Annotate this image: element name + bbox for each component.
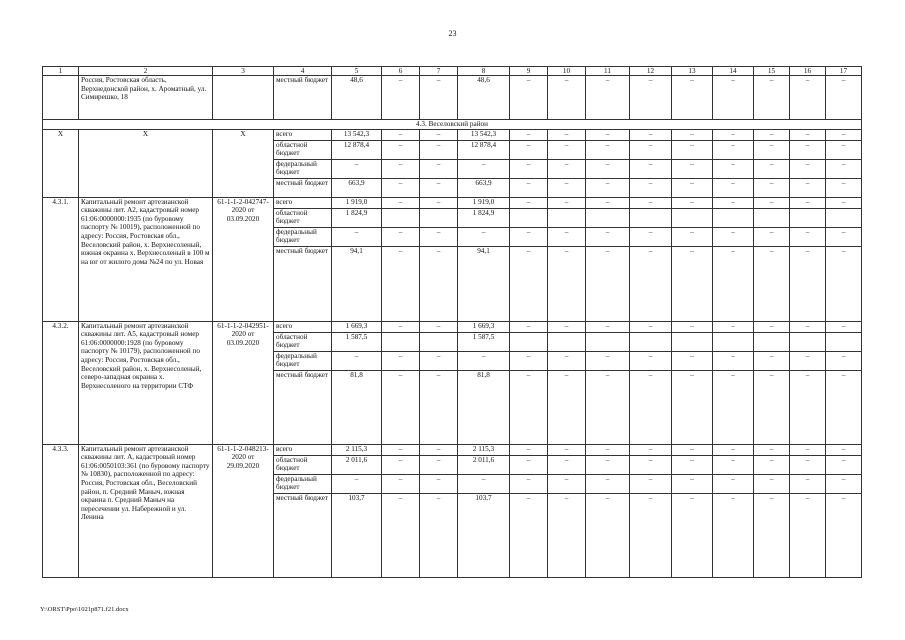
budget-type: всего <box>274 197 332 208</box>
value-cell: – <box>754 455 790 474</box>
table-row <box>43 197 862 208</box>
value-cell: – <box>586 227 630 246</box>
value-cell: – <box>586 246 630 321</box>
value-cell <box>382 332 420 351</box>
object-code: 61-1-1-2-042747-2020 от 03.09.2020 <box>213 197 274 321</box>
value-cell <box>510 332 548 351</box>
value-cell: – <box>826 227 862 246</box>
value-cell: – <box>382 159 420 178</box>
value-cell <box>586 208 630 227</box>
value-cell: – <box>754 351 790 370</box>
value-cell: – <box>510 444 548 455</box>
value-cell: – <box>713 129 754 140</box>
budget-type: всего <box>274 129 332 140</box>
value-cell: – <box>713 493 754 577</box>
value-cell: – <box>382 76 420 120</box>
value-cell: 94,1 <box>332 246 382 321</box>
value-cell: – <box>826 246 862 321</box>
value-cell: – <box>713 227 754 246</box>
value-cell: – <box>713 159 754 178</box>
value-cell: – <box>586 351 630 370</box>
value-cell: – <box>510 178 548 197</box>
value-cell: 13 542,3 <box>458 129 510 140</box>
value-cell: 94,1 <box>458 246 510 321</box>
page-number: 23 <box>448 29 457 38</box>
value-cell: – <box>713 76 754 120</box>
value-cell: – <box>586 321 630 332</box>
value-cell: – <box>790 246 826 321</box>
value-cell: – <box>790 321 826 332</box>
budget-type: федеральный бюджет <box>274 159 332 178</box>
column-number: 17 <box>826 67 862 76</box>
value-cell: – <box>790 351 826 370</box>
object-name: Х <box>79 129 213 197</box>
value-cell: – <box>713 444 754 455</box>
value-cell: – <box>510 321 548 332</box>
value-cell: – <box>790 140 826 159</box>
value-cell: – <box>754 246 790 321</box>
value-cell: – <box>382 246 420 321</box>
value-cell: – <box>510 140 548 159</box>
column-number: 9 <box>510 67 548 76</box>
object-code: 61-1-1-2-042951-2020 от 03.09.2020 <box>213 321 274 444</box>
value-cell <box>586 332 630 351</box>
value-cell: – <box>630 444 672 455</box>
value-cell: – <box>382 493 420 577</box>
value-cell <box>382 208 420 227</box>
value-cell <box>630 332 672 351</box>
value-cell: – <box>586 444 630 455</box>
value-cell: – <box>510 159 548 178</box>
budget-type: областной бюджет <box>274 455 332 474</box>
value-cell: – <box>826 444 862 455</box>
value-cell: 1 824,9 <box>458 208 510 227</box>
header-row <box>43 67 862 76</box>
value-cell: – <box>754 474 790 493</box>
value-cell <box>548 332 586 351</box>
budget-type: местный бюджет <box>274 370 332 444</box>
value-cell: – <box>586 370 630 444</box>
value-cell: – <box>672 129 713 140</box>
value-cell <box>754 208 790 227</box>
value-cell: – <box>630 455 672 474</box>
column-number: 15 <box>754 67 790 76</box>
value-cell: – <box>790 370 826 444</box>
value-cell: – <box>630 321 672 332</box>
value-cell: – <box>420 129 458 140</box>
value-cell: 663,9 <box>332 178 382 197</box>
table-row <box>43 444 862 455</box>
value-cell: 2 115,3 <box>332 444 382 455</box>
value-cell: 48,6 <box>458 76 510 120</box>
object-code: 61-1-1-2-048213-2020 от 29.09.2020 <box>213 444 274 577</box>
column-number: 3 <box>213 67 274 76</box>
value-cell: – <box>382 455 420 474</box>
column-number: 7 <box>420 67 458 76</box>
value-cell: – <box>790 227 826 246</box>
value-cell: 81,8 <box>332 370 382 444</box>
value-cell: – <box>510 227 548 246</box>
value-cell: – <box>630 129 672 140</box>
value-cell: – <box>713 140 754 159</box>
value-cell: – <box>790 474 826 493</box>
value-cell: – <box>790 444 826 455</box>
value-cell: – <box>548 197 586 208</box>
value-cell <box>548 208 586 227</box>
value-cell: – <box>420 370 458 444</box>
value-cell: 12 878,4 <box>332 140 382 159</box>
value-cell: – <box>420 227 458 246</box>
value-cell: – <box>420 178 458 197</box>
column-number: 14 <box>713 67 754 76</box>
budget-type: всего <box>274 444 332 455</box>
value-cell: – <box>713 474 754 493</box>
value-cell: – <box>586 197 630 208</box>
value-cell: – <box>420 474 458 493</box>
value-cell: – <box>458 351 510 370</box>
value-cell: – <box>332 159 382 178</box>
footer-file-path: Y:\ORST\Ppo\1021p871.f21.docx <box>40 606 129 613</box>
value-cell: – <box>586 129 630 140</box>
column-number: 16 <box>790 67 826 76</box>
value-cell: – <box>510 351 548 370</box>
value-cell: – <box>672 227 713 246</box>
value-cell: – <box>548 227 586 246</box>
column-number: 5 <box>332 67 382 76</box>
value-cell: – <box>713 351 754 370</box>
value-cell: – <box>826 351 862 370</box>
column-number: 10 <box>548 67 586 76</box>
value-cell: – <box>548 140 586 159</box>
value-cell: – <box>510 197 548 208</box>
value-cell: – <box>420 351 458 370</box>
value-cell: – <box>420 493 458 577</box>
value-cell: – <box>332 474 382 493</box>
value-cell: – <box>713 246 754 321</box>
budget-type: местный бюджет <box>274 178 332 197</box>
value-cell: – <box>458 227 510 246</box>
value-cell: 2 011,6 <box>458 455 510 474</box>
row-number: 4.3.3. <box>43 444 79 577</box>
value-cell: – <box>548 474 586 493</box>
row-number: 4.3.2. <box>43 321 79 444</box>
value-cell: – <box>548 178 586 197</box>
value-cell: – <box>713 370 754 444</box>
value-cell: – <box>754 493 790 577</box>
budget-type: местный бюджет <box>274 493 332 577</box>
value-cell: – <box>510 455 548 474</box>
budget-type: всего <box>274 321 332 332</box>
value-cell: – <box>382 370 420 444</box>
value-cell: – <box>672 76 713 120</box>
value-cell: – <box>510 474 548 493</box>
value-cell <box>713 332 754 351</box>
value-cell <box>420 208 458 227</box>
value-cell: – <box>630 474 672 493</box>
value-cell: – <box>382 351 420 370</box>
value-cell: 81,8 <box>458 370 510 444</box>
section-title: 4.3. Веселовский район <box>43 120 862 130</box>
value-cell: 48,6 <box>332 76 382 120</box>
value-cell: – <box>630 493 672 577</box>
column-number: 11 <box>586 67 630 76</box>
value-cell <box>672 332 713 351</box>
value-cell: – <box>332 227 382 246</box>
value-cell: – <box>630 76 672 120</box>
value-cell: – <box>510 493 548 577</box>
row-number-cell <box>43 76 79 120</box>
column-number: 8 <box>458 67 510 76</box>
value-cell: – <box>672 493 713 577</box>
value-cell: – <box>630 159 672 178</box>
value-cell: – <box>510 370 548 444</box>
value-cell: – <box>548 246 586 321</box>
value-cell: – <box>548 370 586 444</box>
value-cell: – <box>458 159 510 178</box>
budget-type: федеральный бюджет <box>274 351 332 370</box>
value-cell: – <box>826 140 862 159</box>
budget-type: областной бюджет <box>274 332 332 351</box>
value-cell: – <box>548 159 586 178</box>
value-cell: – <box>630 246 672 321</box>
value-cell: – <box>790 493 826 577</box>
value-cell: – <box>672 197 713 208</box>
object-name: Капитальный ремонт артезианской скважины лит. А2, кадастровый номер 61:06:0000000:1935 (по буровому паспорту № 10019), расположенной по адресу: Россия, Ростовская обл., Веселовский район, х. Верхнесоленый, южная окраина х. Верхнесоленый в 100 м на юг от жилого дома №24 по ул. Новая <box>79 197 213 321</box>
value-cell: – <box>630 140 672 159</box>
value-cell: 103,7 <box>332 493 382 577</box>
value-cell <box>420 332 458 351</box>
budget-table <box>42 66 862 578</box>
value-cell: – <box>382 474 420 493</box>
budget-type: местный бюджет <box>274 76 332 120</box>
value-cell: 1 587,5 <box>458 332 510 351</box>
value-cell: – <box>713 197 754 208</box>
value-cell: – <box>548 129 586 140</box>
object-code: Х <box>213 129 274 197</box>
object-name: Капитальный ремонт артезианской скважины лит. А, кадастровый номер 61:06:0050103:361 (по буровому паспорту № 10830), расположенной по адресу: Россия, Ростовская обл., Веселовский район, п. Средний Маныч, южная окраина п. Средний Маныч на пересечении ул. Набережной и ул. Ленина <box>79 444 213 577</box>
value-cell: – <box>672 178 713 197</box>
budget-type: федеральный бюджет <box>274 227 332 246</box>
value-cell: – <box>826 197 862 208</box>
table-row <box>43 129 862 140</box>
value-cell: – <box>548 76 586 120</box>
value-cell: 13 542,3 <box>332 129 382 140</box>
value-cell: 1 919,0 <box>458 197 510 208</box>
value-cell: – <box>672 370 713 444</box>
value-cell: 2 115,3 <box>458 444 510 455</box>
value-cell: – <box>510 129 548 140</box>
value-cell: – <box>382 129 420 140</box>
value-cell <box>826 208 862 227</box>
section-title-row <box>43 120 862 130</box>
value-cell: – <box>458 474 510 493</box>
budget-type: областной бюджет <box>274 208 332 227</box>
value-cell <box>754 332 790 351</box>
value-cell: – <box>672 444 713 455</box>
value-cell: – <box>332 351 382 370</box>
column-number: 13 <box>672 67 713 76</box>
value-cell <box>790 208 826 227</box>
value-cell: – <box>420 76 458 120</box>
value-cell: – <box>754 321 790 332</box>
value-cell <box>630 208 672 227</box>
value-cell: – <box>826 76 862 120</box>
value-cell: – <box>548 455 586 474</box>
column-number: 6 <box>382 67 420 76</box>
value-cell: – <box>586 140 630 159</box>
value-cell: 12 878,4 <box>458 140 510 159</box>
value-cell: – <box>672 455 713 474</box>
value-cell: – <box>548 321 586 332</box>
value-cell: – <box>420 246 458 321</box>
value-cell: – <box>826 455 862 474</box>
value-cell: – <box>510 246 548 321</box>
value-cell: 1 669,3 <box>332 321 382 332</box>
value-cell: – <box>672 474 713 493</box>
value-cell: – <box>826 474 862 493</box>
value-cell: – <box>630 351 672 370</box>
value-cell: – <box>420 159 458 178</box>
value-cell: – <box>420 444 458 455</box>
value-cell: – <box>420 197 458 208</box>
code-cell <box>213 76 274 120</box>
value-cell: – <box>382 321 420 332</box>
value-cell: – <box>754 227 790 246</box>
value-cell: – <box>790 129 826 140</box>
value-cell: – <box>754 129 790 140</box>
value-cell: – <box>754 76 790 120</box>
value-cell: – <box>754 159 790 178</box>
value-cell: – <box>754 140 790 159</box>
value-cell: – <box>420 321 458 332</box>
value-cell: 663,9 <box>458 178 510 197</box>
value-cell: – <box>382 444 420 455</box>
value-cell: – <box>630 197 672 208</box>
value-cell: – <box>382 140 420 159</box>
value-cell: – <box>754 178 790 197</box>
column-number: 1 <box>43 67 79 76</box>
value-cell: – <box>672 140 713 159</box>
value-cell <box>790 332 826 351</box>
budget-type: областной бюджет <box>274 140 332 159</box>
value-cell: – <box>382 197 420 208</box>
value-cell: – <box>672 159 713 178</box>
value-cell: – <box>382 178 420 197</box>
value-cell: – <box>510 76 548 120</box>
column-number: 2 <box>79 67 213 76</box>
row-number: 4.3.1. <box>43 197 79 321</box>
value-cell: – <box>382 227 420 246</box>
value-cell: – <box>754 444 790 455</box>
row-number: Х <box>43 129 79 197</box>
value-cell: – <box>586 474 630 493</box>
value-cell: 2 011,6 <box>332 455 382 474</box>
value-cell: – <box>630 178 672 197</box>
value-cell: 103,7 <box>458 493 510 577</box>
value-cell: – <box>826 159 862 178</box>
value-cell: – <box>754 197 790 208</box>
column-number: 12 <box>630 67 672 76</box>
value-cell <box>672 208 713 227</box>
column-number: 4 <box>274 67 332 76</box>
value-cell: – <box>754 370 790 444</box>
value-cell: – <box>790 455 826 474</box>
value-cell: – <box>713 321 754 332</box>
value-cell: – <box>713 455 754 474</box>
value-cell: – <box>630 227 672 246</box>
value-cell: 1 587,5 <box>332 332 382 351</box>
value-cell: – <box>672 321 713 332</box>
value-cell: – <box>672 351 713 370</box>
value-cell: – <box>548 444 586 455</box>
value-cell: 1 824,9 <box>332 208 382 227</box>
value-cell: – <box>790 159 826 178</box>
value-cell: – <box>826 321 862 332</box>
value-cell: – <box>790 197 826 208</box>
budget-type: местный бюджет <box>274 246 332 321</box>
value-cell: – <box>672 246 713 321</box>
value-cell <box>510 208 548 227</box>
table-row <box>43 321 862 332</box>
value-cell: – <box>586 178 630 197</box>
value-cell: – <box>420 140 458 159</box>
value-cell: – <box>586 455 630 474</box>
value-cell: – <box>586 76 630 120</box>
value-cell: – <box>586 159 630 178</box>
value-cell: – <box>630 370 672 444</box>
value-cell <box>713 208 754 227</box>
object-name: Капитальный ремонт артезианской скважины лит. А5, кадастровый номер 61:06:0000000:1928 (по буровому паспорту № 10179), расположенной по адресу: Россия, Ростовская обл., Веселовский район, х. Верхнесоленый, северо-западная окраина х. Верхнесоленого на территории СТФ <box>79 321 213 444</box>
value-cell <box>826 332 862 351</box>
value-cell: 1 669,3 <box>458 321 510 332</box>
value-cell: – <box>586 493 630 577</box>
value-cell: – <box>826 370 862 444</box>
value-cell: – <box>790 178 826 197</box>
value-cell: – <box>826 129 862 140</box>
value-cell: – <box>548 493 586 577</box>
value-cell: – <box>826 178 862 197</box>
value-cell: 1 919,0 <box>332 197 382 208</box>
value-cell: – <box>548 351 586 370</box>
value-cell: – <box>790 76 826 120</box>
object-address: Россия, Ростовская область, Верхнедонской район, х. Ароматный, ул. Симирешко, 18 <box>79 76 213 120</box>
value-cell: – <box>420 455 458 474</box>
value-cell: – <box>826 493 862 577</box>
table-row <box>43 76 862 120</box>
value-cell: – <box>713 178 754 197</box>
budget-type: федеральный бюджет <box>274 474 332 493</box>
